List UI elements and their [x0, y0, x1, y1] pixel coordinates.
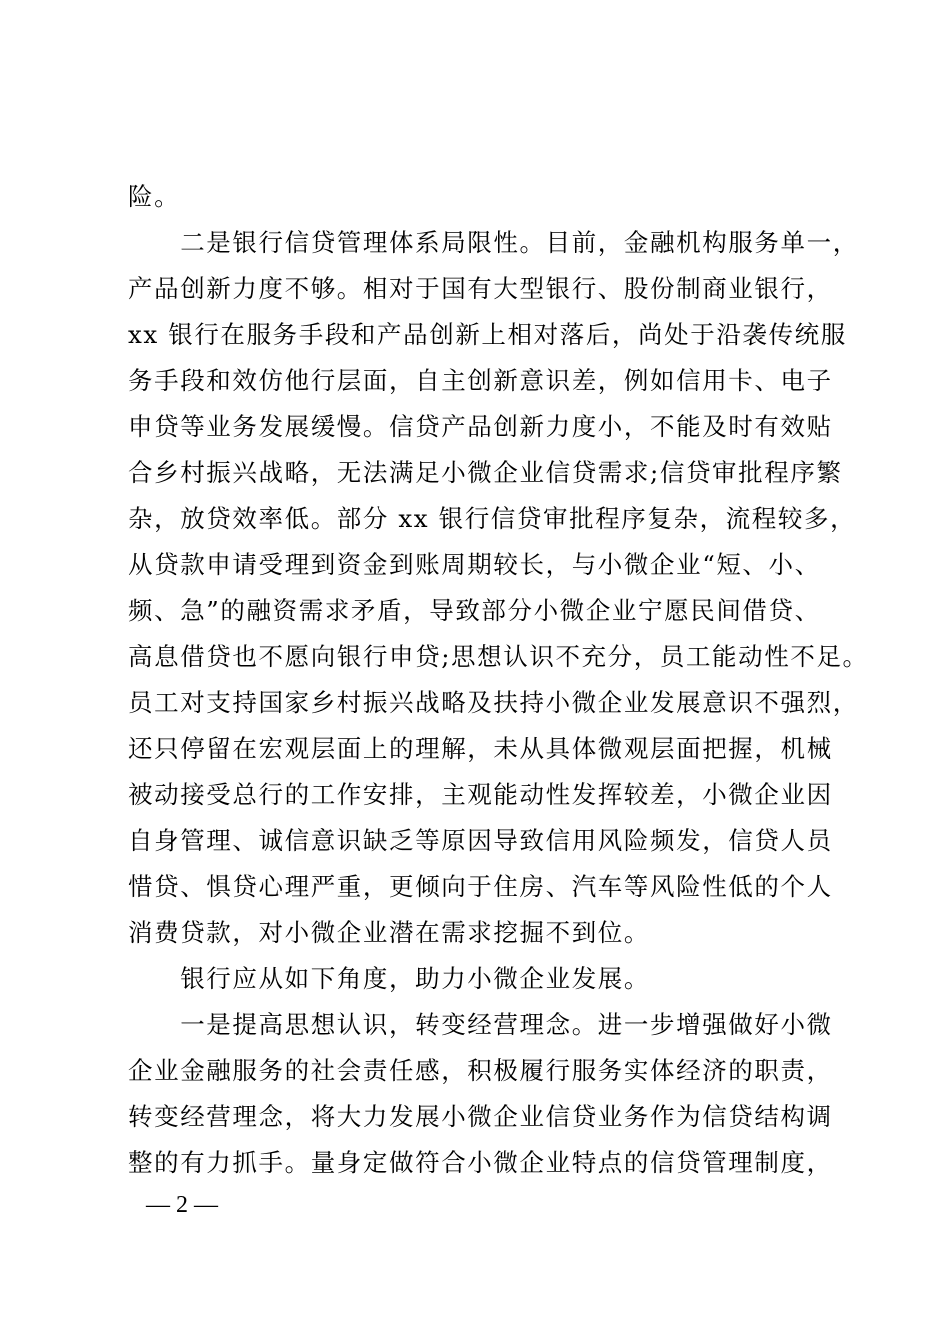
- body-line-19: 一是提高思想认识，转变经营理念。进一步增强做好小微: [128, 1010, 833, 1039]
- body-line-13: 还只停留在宏观层面上的理解，未从具体微观层面把握，机械: [128, 734, 833, 763]
- body-line-7: 合乡村振兴战略，无法满足小微企业信贷需求;信贷审批程序繁: [128, 458, 843, 487]
- body-line-21: 转变经营理念，将大力发展小微企业信贷业务作为信贷结构调: [128, 1102, 833, 1131]
- body-line-15: 自身管理、诚信意识缺乏等原因导致信用风险频发，信贷人员: [128, 826, 833, 855]
- body-line-3: 产品创新力度不够。相对于国有大型银行、股份制商业银行，: [128, 274, 833, 303]
- body-line-5: 务手段和效仿他行层面，自主创新意识差，例如信用卡、电子: [128, 366, 833, 395]
- body-line-17: 消费贷款，对小微企业潜在需求挖掘不到位。: [128, 918, 650, 947]
- body-line-20: 企业金融服务的社会责任感，积极履行服务实体经济的职责，: [128, 1056, 833, 1085]
- body-line-16: 惜贷、惧贷心理严重，更倾向于住房、汽车等风险性低的个人: [128, 872, 833, 901]
- body-line-14: 被动接受总行的工作安排，主观能动性发挥较差，小微企业因: [128, 780, 833, 809]
- body-line-4: xx 银行在服务手段和产品创新上相对落后，尚处于沿袭传统服: [128, 320, 847, 349]
- page-number: — 2 —: [146, 1192, 218, 1218]
- body-line-8: 杂，放贷效率低。部分 xx 银行信贷审批程序复杂，流程较多，: [128, 504, 857, 533]
- body-line-11: 高息借贷也不愿向银行申贷;思想认识不充分，员工能动性不足。: [128, 642, 869, 671]
- body-line-22: 整的有力抓手。量身定做符合小微企业特点的信贷管理制度，: [128, 1148, 833, 1177]
- body-line-6: 申贷等业务发展缓慢。信贷产品创新力度小，不能及时有效贴: [128, 412, 833, 441]
- body-line-10: 频、急”的融资需求矛盾，导致部分小微企业宁愿民间借贷、: [128, 596, 821, 625]
- body-line-1: 险。: [128, 182, 181, 211]
- body-line-18: 银行应从如下角度，助力小微企业发展。: [128, 964, 650, 993]
- body-line-2: 二是银行信贷管理体系局限性。目前，金融机构服务单一，: [128, 228, 859, 257]
- body-line-12: 员工对支持国家乡村振兴战略及扶持小微企业发展意识不强烈，: [128, 688, 859, 717]
- body-line-9: 从贷款申请受理到资金到账周期较长，与小微企业“短、小、: [128, 550, 821, 579]
